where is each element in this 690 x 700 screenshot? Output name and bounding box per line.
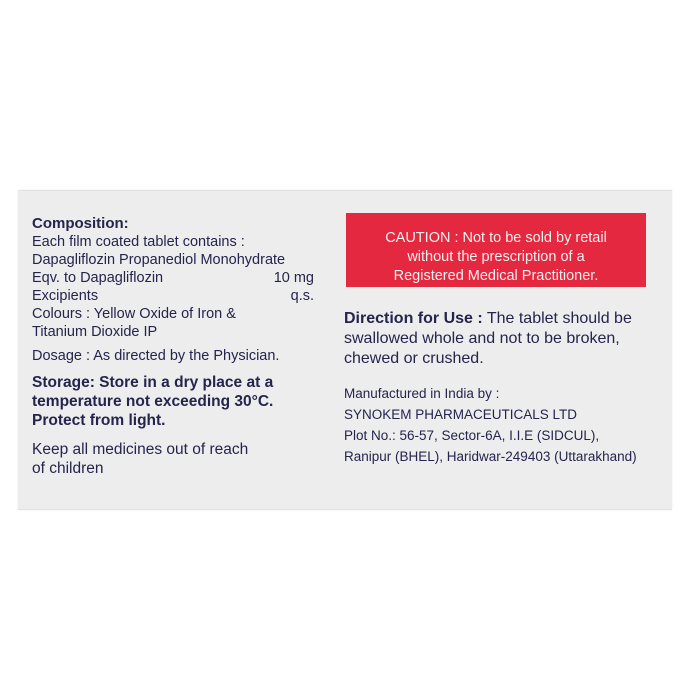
composition-heading: Composition: bbox=[32, 215, 129, 232]
colours-line-2: Titanium Dioxide IP bbox=[32, 324, 158, 340]
caution-line-1: CAUTION : Not to be sold by retail bbox=[385, 230, 607, 246]
dosage-text: Dosage : As directed by the Physician. bbox=[32, 348, 280, 364]
direction-text: The tablet should be swallowed whole and not to be broken, chewed or crushed. bbox=[344, 310, 632, 367]
keep-away-block bbox=[32, 440, 332, 478]
storage-block bbox=[32, 373, 332, 430]
caution-line-3: Registered Medical Practitioner. bbox=[393, 268, 599, 284]
storage-line-2: temperature not exceeding 30°C. bbox=[32, 393, 274, 410]
excipients-label: Excipients bbox=[32, 288, 99, 304]
equivalent-value: 10 mg bbox=[273, 270, 314, 286]
equivalent-label: Eqv. to Dapagliflozin bbox=[32, 270, 164, 286]
caution-box bbox=[346, 213, 646, 287]
manufacturer-name: SYNOKEM PHARMACEUTICALS LTD bbox=[344, 407, 578, 422]
storage-line-3: Protect from light. bbox=[32, 412, 166, 429]
manufacturer-block bbox=[344, 383, 674, 467]
carton-panel bbox=[18, 190, 672, 510]
composition-line-1: Each film coated tablet contains : bbox=[32, 234, 245, 250]
colours-line-1: Colours : Yellow Oxide of Iron & bbox=[32, 306, 236, 322]
caution-line-2: without the prescription of a bbox=[407, 249, 585, 265]
excipients-value: q.s. bbox=[290, 288, 314, 304]
excipients-row bbox=[32, 287, 314, 305]
equivalent-row bbox=[32, 269, 314, 287]
composition-line-2: Dapagliflozin Propanediol Monohydrate bbox=[32, 252, 286, 268]
keep-line-2: of children bbox=[32, 460, 104, 477]
direction-label: Direction for Use : bbox=[344, 310, 483, 327]
manufacturer-address-1: Plot No.: 56-57, Sector-6A, I.I.E (SIDCUL), bbox=[344, 428, 600, 443]
keep-line-1: Keep all medicines out of reach bbox=[32, 441, 249, 458]
direction-for-use bbox=[344, 309, 664, 369]
left-column bbox=[32, 215, 332, 478]
storage-line-1: Storage: Store in a dry place at a bbox=[32, 374, 274, 391]
manufacturer-line-1: Manufactured in India by : bbox=[344, 386, 500, 401]
right-column bbox=[344, 213, 674, 467]
manufacturer-address-2: Ranipur (BHEL), Haridwar-249403 (Uttarakhand) bbox=[344, 449, 637, 464]
